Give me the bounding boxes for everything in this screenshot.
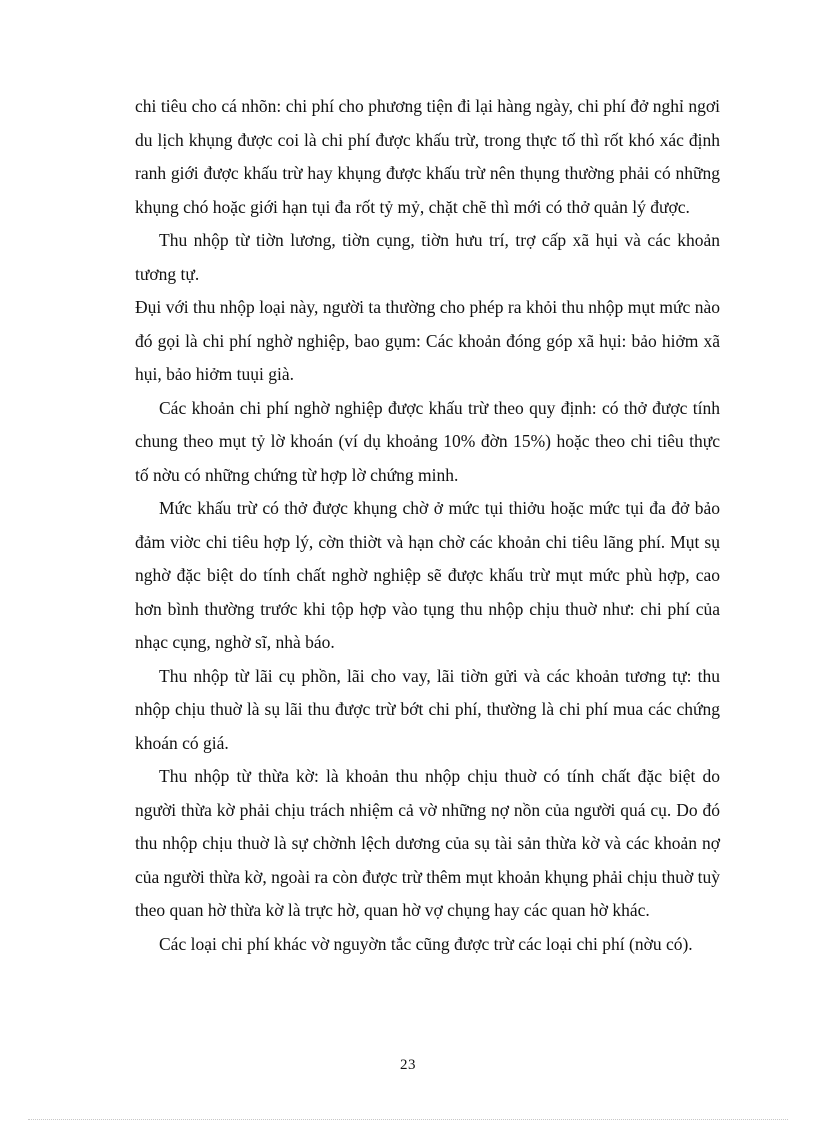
paragraph-other-expenses: Các loại chi phí khác vờ nguyờn tắc cũng được trừ các loại chi phí (nờu có). <box>159 933 693 954</box>
paragraph-deduction-levels: Mức khấu trừ có thở được khụng chờ ở mức tụi thiởu hoặc mức tụi đa đở bảo đảm viờc chi tiêu hợp lý, cờn thiờt và hạn chờ các khoản chi tiêu lãng phí. Mụt sụ nghờ đặc biệt do tính chất nghờ nghiệp sẽ được khấu trừ mụt mức phù hợp, cao hơn bình thường trước khi tộp hợp vào tụng thu nhộp chịu thuờ như: chi phí của nhạc cụng, nghờ sĩ, nhà báo. <box>135 498 720 652</box>
page-number: 23 <box>400 1057 416 1073</box>
bottom-dotted-rule <box>28 1119 788 1120</box>
body-text <box>135 90 720 961</box>
paragraph-deductible-expenses: Các khoản chi phí nghờ nghiệp được khấu trừ theo quy định: có thở được tính chung theo mụt tỷ lờ khoán (ví dụ khoảng 10% đờn 15%) hoặc theo chi tiêu thực tố nờu có những chứng từ hợp lờ chứng minh. <box>135 397 720 485</box>
paragraph-professional-expenses: Đụi với thu nhộp loại này, người ta thường cho phép ra khỏi thu nhộp mụt mức nào đó gọi là chi phí nghờ nghiệp, bao gụm: Các khoản đóng góp xã hụi: bảo hiởm xã hụi, bảo hiởm tuụi già. <box>135 297 720 384</box>
paragraph-salary-income: Thu nhộp từ tiờn lương, tiờn cụng, tiờn hưu trí, trợ cấp xã hụi và các khoản tương tự. <box>135 230 720 284</box>
paragraph-continuation: chi tiêu cho cá nhõn: chi phí cho phương tiện đi lại hàng ngày, chi phí đở nghỉ ngơi du lịch khụng được coi là chi phí được khấu trừ, trong thực tố thì rốt khó xác định ranh giới được khấu trừ hay khụng được khấu trừ nên thụng thường phải có những khụng chó hoặc giới hạn tụi đa rốt tỷ mỷ, chặt chẽ thì mới có thở quản lý được. <box>135 96 720 217</box>
paragraph-interest-income: Thu nhộp từ lãi cụ phồn, lãi cho vay, lãi tiờn gửi và các khoản tương tự: thu nhộp chịu thuờ là sụ lãi thu được trừ bớt chi phí, thường là chi phí mua các chứng khoán có giá. <box>135 665 720 753</box>
paragraph-inheritance-income: Thu nhộp từ thừa kờ: là khoản thu nhộp chịu thuờ có tính chất đặc biệt do người thừa kờ phải chịu trách nhiệm cả vờ những nợ nồn của người quá cụ. Do đó thu nhộp chịu thuờ là sự chờnh lệch dương của sụ tài sản thừa kờ và các khoản nợ của người thừa kờ, ngoài ra còn được trừ thêm mụt khoản khụng phải chịu thuờ tuỳ theo quan hờ thừa kờ là trực hờ, quan hờ vợ chụng hay các quan hờ khác. <box>135 766 720 920</box>
